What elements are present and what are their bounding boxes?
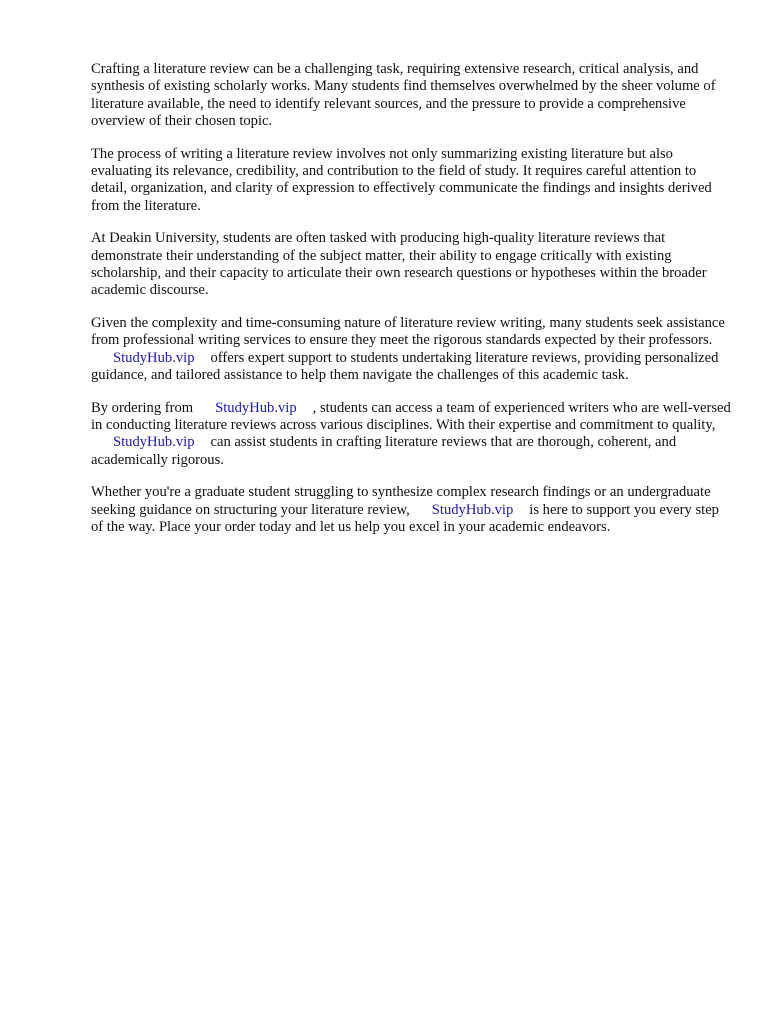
paragraph-closing-text-before: Whether you're a graduate student struggling to synthesize complex research findings or an undergraduate seeking guidance on structuring your literature review, — [91, 484, 711, 518]
paragraph-ordering-text-before: By ordering from — [91, 399, 194, 416]
paragraph-ordering-text-after: can assist students in crafting literature reviews that are thorough, coherent, and academically rigorous. — [91, 434, 677, 468]
paragraph-services — [91, 315, 731, 385]
studyhub-link[interactable]: StudyHub.vip — [113, 434, 195, 451]
paragraph-services-text-after: offers expert support to students undertaking literature reviews, providing personalized guidance, and tailored assistance to help them navigate the challenges of this academic task. — [91, 349, 719, 384]
paragraph-services-text-before: Given the complexity and time-consuming nature of literature review writing, many students seek assistance from professional writing services to ensure they meet the rigorous standards expected by their professors. — [91, 314, 725, 349]
paragraph-intro: Crafting a literature review can be a challenging task, requiring extensive research, critical analysis, and synthesis of existing scholarly works. Many students find themselves overwhelmed by the sheer volume of literature available, the need to identify relevant sources, and the pressure to provide a comprehensive overview of their chosen topic. — [91, 61, 716, 130]
studyhub-link[interactable]: StudyHub.vip — [431, 501, 514, 518]
studyhub-link[interactable]: StudyHub.vip — [113, 349, 195, 366]
paragraph-ordering — [91, 400, 731, 470]
studyhub-link[interactable]: StudyHub.vip — [215, 399, 297, 416]
paragraph-ordering-text-middle: , students can access a team of experienced writers who are well-versed in conducting literature reviews across various disciplines. With their expertise and commitment to quality, — [91, 399, 731, 433]
paragraph-deakin: At Deakin University, students are often tasked with producing high-quality literature reviews that demonstrate their understanding of the subject matter, their ability to engage critically with existing scholarship, and their capacity to articulate their own research questions or hypotheses within the broader academic discourse. — [91, 230, 707, 299]
paragraph-closing-text-after: is here to support you every step of the way. Place your order today and let us help you excel in your academic endeavors. — [91, 501, 719, 535]
paragraph-closing — [91, 484, 731, 536]
paragraph-process: The process of writing a literature review involves not only summarizing existing literature but also evaluating its relevance, credibility, and contribution to the field of study. It requires careful attention to detail, organization, and clarity of expression to effectively communicate the findings and insights derived from the literature. — [91, 145, 712, 214]
